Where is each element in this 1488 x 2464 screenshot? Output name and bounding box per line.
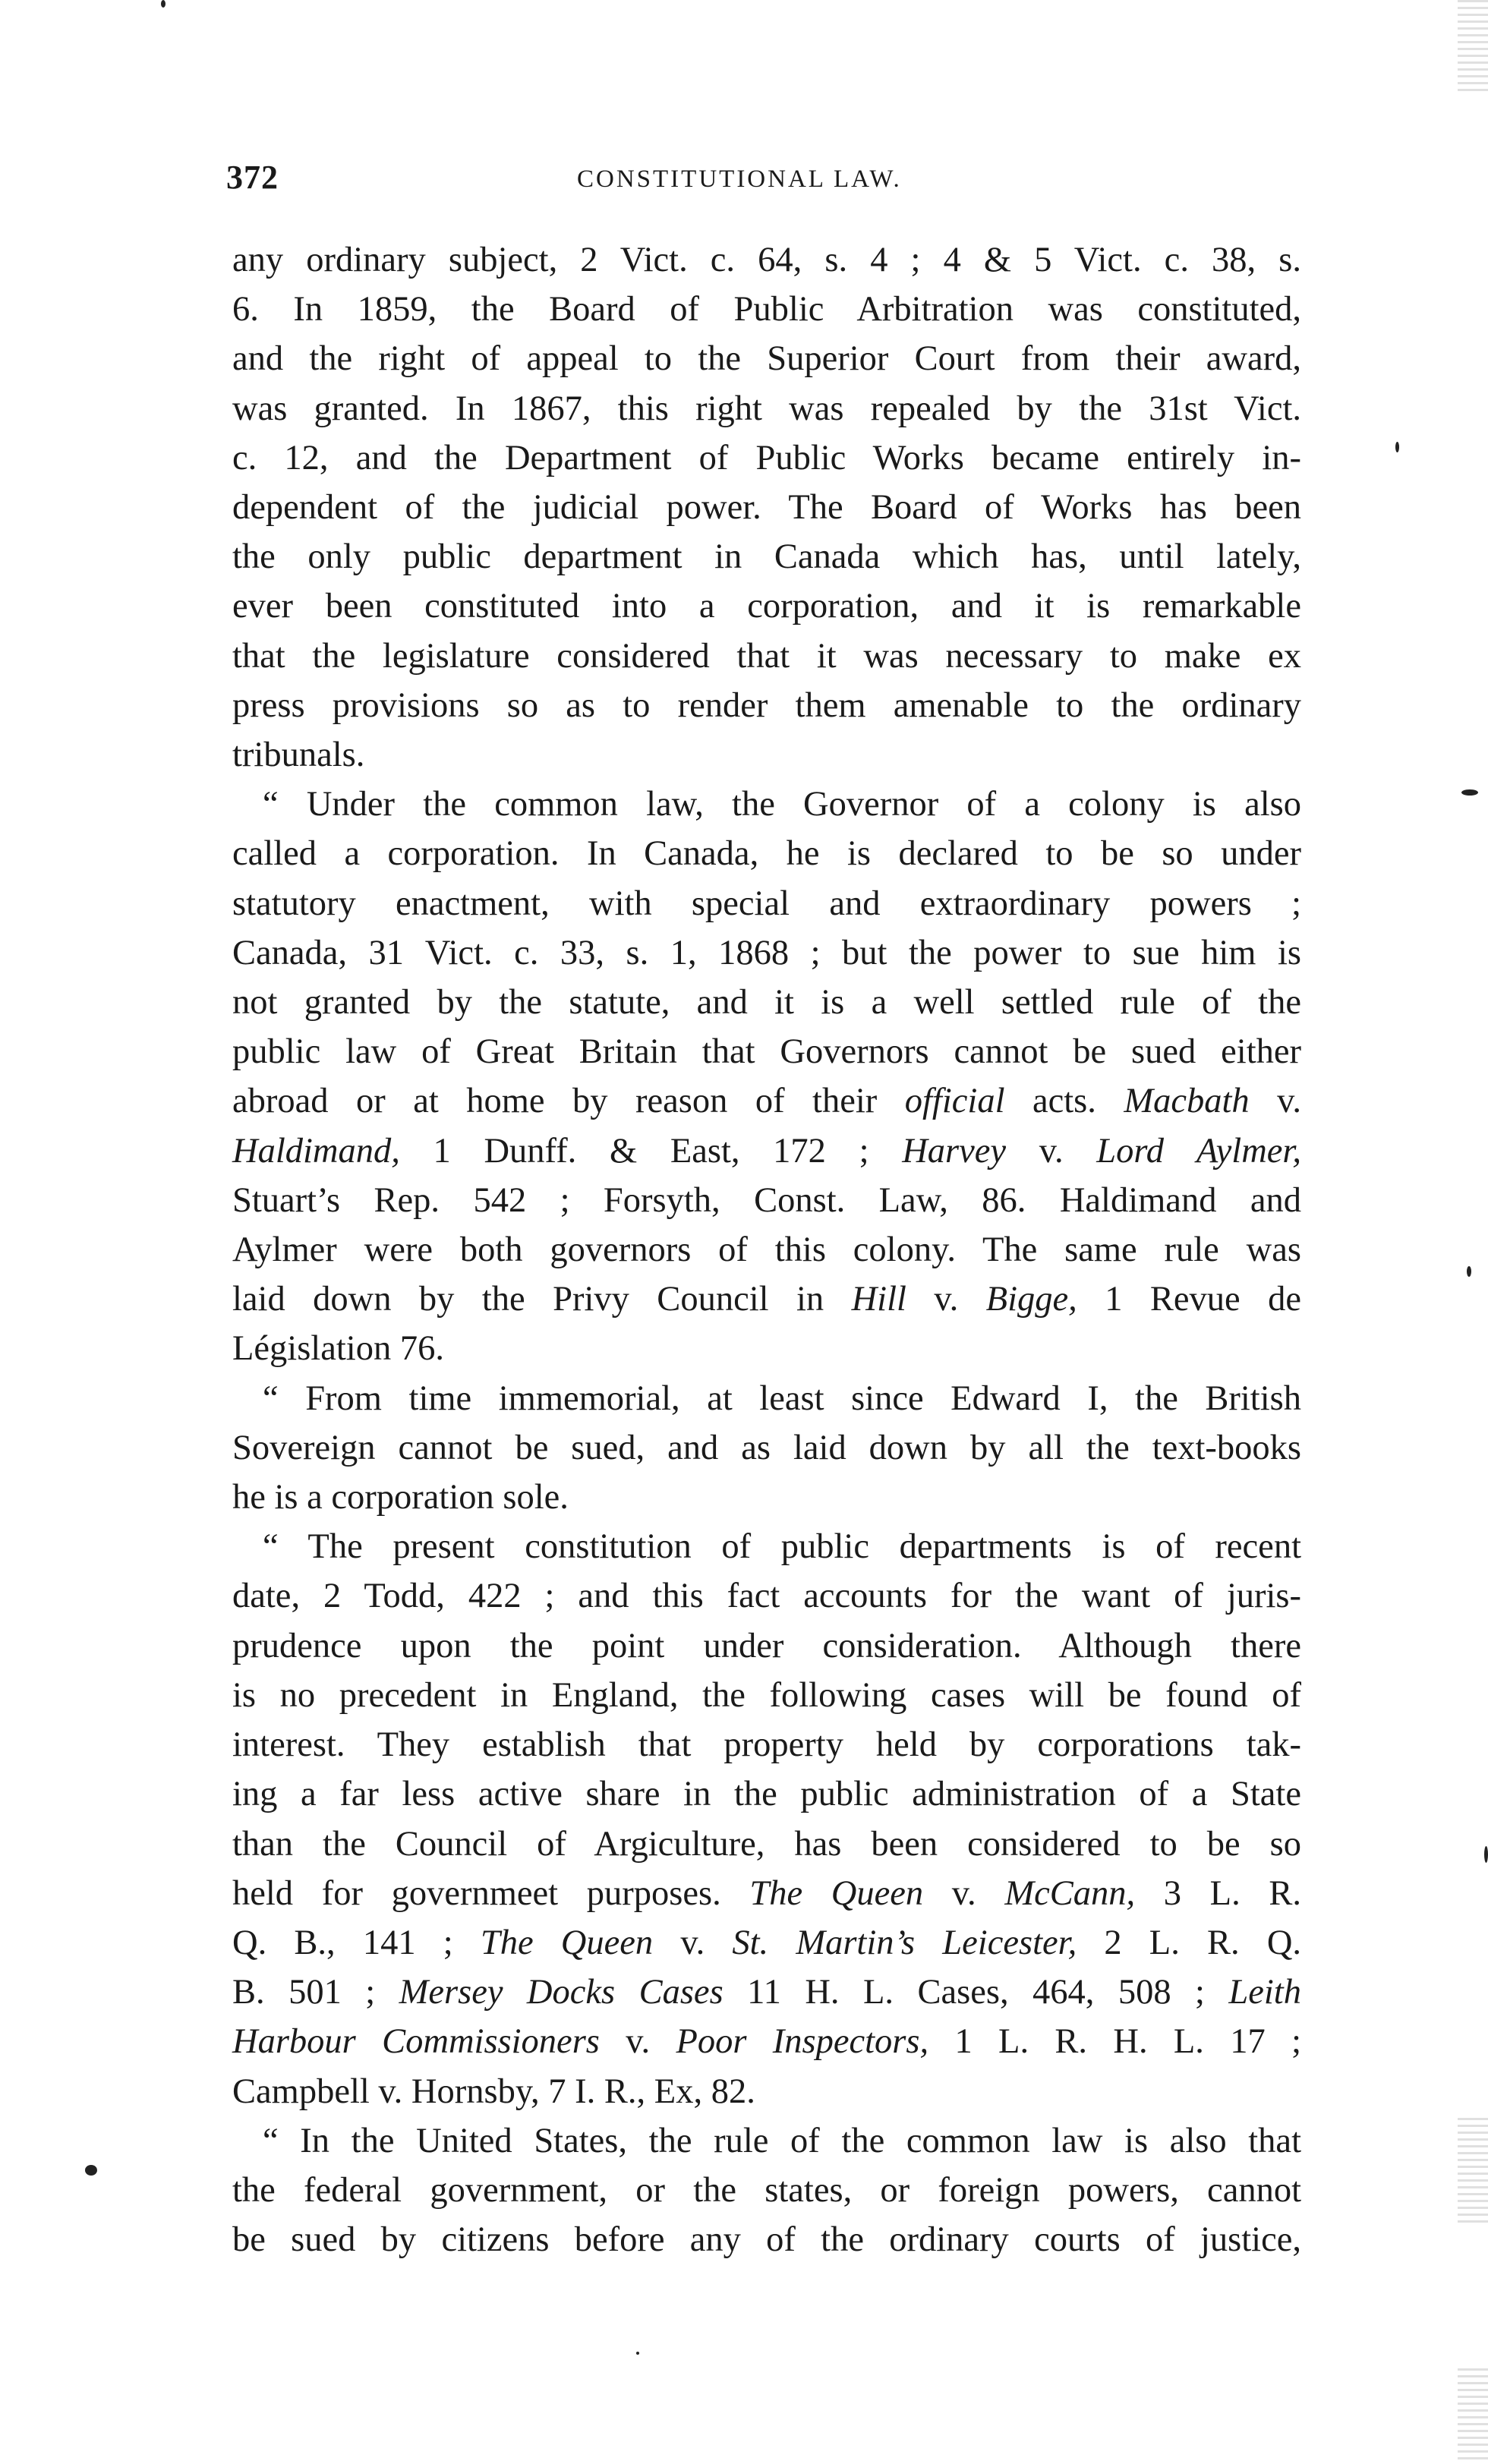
text-line: “ From time immemorial, at least since Edward I, the British — [263, 1379, 1301, 1418]
text-line: “ Under the common law, the Governor of a colony is also — [263, 785, 1301, 824]
text-line: 6. In 1859, the Board of Public Arbitration was constituted, — [232, 290, 1301, 329]
text-line: date, 2 Todd, 422 ; and this fact accounts for the want of juris- — [232, 1577, 1301, 1616]
scan-speck — [1461, 789, 1478, 796]
text-line: prudence upon the point under consideration. Although there — [232, 1626, 1301, 1665]
text-line: Sovereign cannot be sued, and as laid down by all the text-books — [232, 1428, 1301, 1467]
text-line: laid down by the Privy Council in Hill v. Bigge, 1 Revue de — [232, 1280, 1302, 1319]
text-line: Législation 76. — [232, 1329, 444, 1369]
text-line: and the right of appeal to the Superior Court from their award, — [232, 339, 1301, 379]
text-line: Q. B., 141 ; The Queen v. St. Martin’s Leicester, 2 L. R. Q. — [232, 1923, 1302, 1962]
text-line: any ordinary subject, 2 Vict. c. 64, s. 4 ; 4 & 5 Vict. c. 38, s. — [232, 241, 1301, 279]
text-line: Campbell v. Hornsby, 7 I. R., Ex, 82. — [232, 2072, 755, 2111]
scan-edge-noise — [1458, 2368, 1488, 2464]
text-line: ing a far less active share in the public administration of a State — [232, 1775, 1301, 1814]
text-line: tribunals. — [232, 736, 365, 775]
scan-speck — [1484, 1846, 1488, 1863]
text-line: ever been constituted into a corporation, and it is remarkable — [232, 587, 1301, 626]
text-line: the only public department in Canada which has, until lately, — [232, 537, 1301, 577]
text-line: was granted. In 1867, this right was repealed by the 31st Vict. — [232, 389, 1301, 428]
running-head: CONSTITUTIONAL LAW. — [577, 165, 902, 193]
text-line: Haldimand, 1 Dunff. & East, 172 ; Harvey v. Lord Aylmer, — [232, 1131, 1301, 1171]
body-text — [232, 235, 1301, 2264]
text-line: Harbour Commissioners v. Poor Inspectors, 1 L. R. H. L. 17 ; — [232, 2022, 1302, 2062]
scan-edge-noise — [1458, 0, 1488, 91]
text-line: the federal government, or the states, or foreign powers, cannot — [232, 2170, 1301, 2210]
text-line: he is a corporation sole. — [232, 1478, 569, 1517]
text-line: abroad or at home by reason of their official acts. Macbath v. — [232, 1082, 1302, 1121]
text-line: be sued by citizens before any of the ordinary courts of justice, — [232, 2220, 1301, 2260]
text-line: that the legislature considered that it was necessary to make ex — [232, 636, 1301, 676]
text-line: Canada, 31 Vict. c. 33, s. 1, 1868 ; but the power to sue him is — [232, 933, 1301, 972]
text-line: is no precedent in England, the following cases will be found of — [232, 1675, 1301, 1715]
text-line: “ The present constitution of public departments is of recent — [263, 1527, 1301, 1567]
text-line: Aylmer were both governors of this colony. The same rule was — [232, 1230, 1301, 1270]
scan-speck — [85, 2165, 97, 2176]
text-line: dependent of the judicial power. The Board of Works has been — [232, 488, 1301, 528]
text-line: press provisions so as to render them amenable to the ordinary — [232, 685, 1301, 725]
scan-speck — [636, 2352, 639, 2355]
scan-speck — [161, 0, 166, 8]
text-line: interest. They establish that property held by corporations tak- — [232, 1725, 1301, 1765]
scan-edge-noise — [1458, 2118, 1488, 2224]
page-number: 372 — [226, 159, 279, 196]
text-line: B. 501 ; Mersey Docks Cases 11 H. L. Cases, 464, 508 ; Leith — [232, 1973, 1301, 2012]
text-line: than the Council of Argiculture, has been considered to be so — [232, 1824, 1301, 1864]
text-line: “ In the United States, the rule of the common law is also that — [263, 2121, 1301, 2160]
text-line: called a corporation. In Canada, he is declared to be so under — [232, 834, 1301, 874]
text-line: public law of Great Britain that Governors cannot be sued either — [232, 1032, 1301, 1072]
text-line: not granted by the statute, and it is a well settled rule of the — [232, 983, 1301, 1022]
text-line: Stuart’s Rep. 542 ; Forsyth, Const. Law, 86. Haldimand and — [232, 1180, 1301, 1220]
text-line: c. 12, and the Department of Public Works became entirely in- — [232, 438, 1301, 477]
scan-speck — [1395, 442, 1399, 452]
scan-speck — [1467, 1266, 1471, 1277]
text-line: held for governmeet purposes. The Queen v. McCann, 3 L. R. — [232, 1873, 1302, 1913]
text-line: statutory enactment, with special and extraordinary powers ; — [232, 884, 1301, 923]
